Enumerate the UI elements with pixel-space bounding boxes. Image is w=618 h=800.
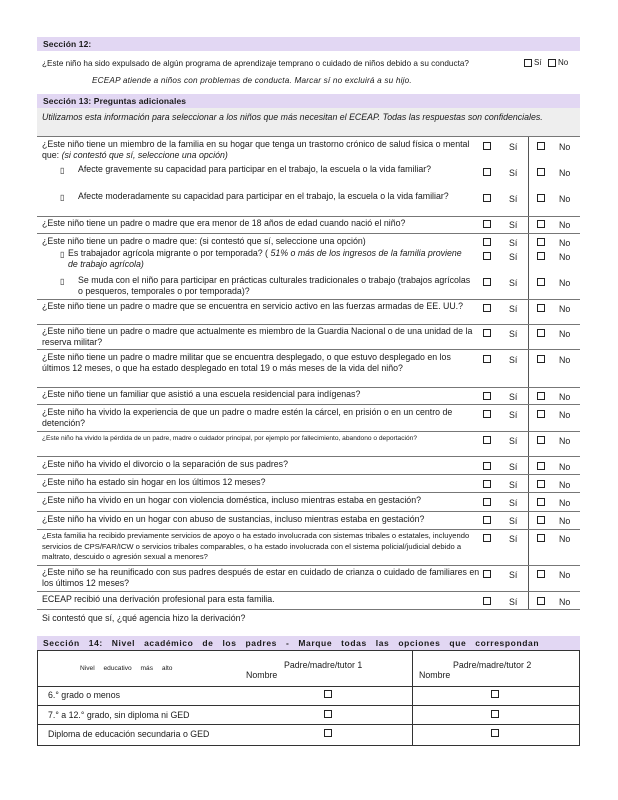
divider (37, 431, 580, 432)
q15-no-label: No (559, 570, 571, 580)
row1-parent1-checkbox[interactable] (324, 690, 332, 698)
q5-text: ¿Este niño tiene un padre o madre que actualmente es miembro de la Guardia Nacional o de una unidad de la reserva militar? (42, 326, 473, 347)
q7-no-label: No (559, 392, 571, 402)
q9-no-checkbox[interactable] (537, 436, 545, 444)
divider (37, 404, 580, 405)
q1a-yes-label: Sí (509, 168, 518, 178)
q9-no-label: No (559, 436, 571, 446)
q3b-yes-label: Sí (509, 278, 518, 288)
q1b-yes-checkbox[interactable] (483, 194, 491, 202)
q8-text: ¿Este niño ha vivido la experiencia de que un padre o madre estén la cárcel, en prisión o en un centro de detención? (42, 407, 453, 428)
section-13-header: Sección 13: Preguntas adicionales (37, 94, 580, 108)
option-marker-icon: ▯ (60, 250, 65, 259)
q1-no-label: No (559, 142, 571, 152)
q4-text: ¿Este niño tiene un padre o madre que se encuentra en servicio activo en las fuerzas armadas de EE. UU.? (42, 301, 464, 311)
q6-yes-checkbox[interactable] (483, 355, 491, 363)
q8-no-checkbox[interactable] (537, 410, 545, 418)
q16-yes-checkbox[interactable] (483, 597, 491, 605)
q5-yes-label: Sí (509, 329, 518, 339)
q1-no-checkbox[interactable] (537, 142, 545, 150)
option-marker-icon: ▯ (60, 166, 65, 175)
q1b-text: Afecte moderadamente su capacidad para participar en el trabajo, la escuela o la vida familiar? (78, 191, 449, 201)
q3-yes-label: Sí (509, 238, 518, 248)
q3-text: ¿Este niño tiene un padre o madre que: (si contestó que sí, seleccione una opción) (42, 236, 366, 246)
q13-yes-checkbox[interactable] (483, 516, 491, 524)
q15-no-checkbox[interactable] (537, 570, 545, 578)
q10-no-label: No (559, 462, 571, 472)
table-header-parent2: Padre/madre/tutor 2 (453, 660, 532, 670)
divider (37, 565, 580, 566)
q3-yes-checkbox[interactable] (483, 238, 491, 246)
q12-yes-label: Sí (509, 498, 518, 508)
q10-yes-checkbox[interactable] (483, 462, 491, 470)
q1b-no-checkbox[interactable] (537, 194, 545, 202)
sec12-no-label: No (558, 58, 569, 67)
divider (37, 591, 580, 592)
q2-yes-label: Sí (509, 220, 518, 230)
q6-text: ¿Este niño tiene un padre o madre militar que se encuentra desplegado, o que estuvo desplegado en los últimos 12 meses, o que ha estado desplegado en total 19 o más meses de la vida del niño? (42, 352, 451, 373)
row2-parent1-checkbox[interactable] (324, 710, 332, 718)
q3-no-checkbox[interactable] (537, 238, 545, 246)
q13-yes-label: Sí (509, 516, 518, 526)
q14-yes-checkbox[interactable] (483, 534, 491, 542)
q15-yes-checkbox[interactable] (483, 570, 491, 578)
q1a-yes-checkbox[interactable] (483, 168, 491, 176)
q16-text: ECEAP recibió una derivación profesional para esta familia. (42, 594, 275, 604)
q1a-no-label: No (559, 168, 571, 178)
q14-yes-label: Sí (509, 534, 518, 544)
q12-text: ¿Este niño ha vivido en un hogar con violencia doméstica, incluso mientras estaba en gestación? (42, 495, 421, 505)
q3b-text: Se muda con el niño para participar en prácticas culturales tradicionales o trabajo (trabajos agrícolas o pesqueros, temporales o por temporada)? (78, 275, 471, 296)
q2-no-checkbox[interactable] (537, 220, 545, 228)
q9-yes-checkbox[interactable] (483, 436, 491, 444)
q9-text: ¿Este niño ha vivido la pérdida de un padre, madre o cuidador principal, por ejemplo por fallecimiento, abandono o deportación? (42, 435, 417, 442)
q2-text: ¿Este niño tiene un padre o madre que era menor de 18 años de edad cuando nació el niño? (42, 218, 406, 228)
q15-yes-label: Sí (509, 570, 518, 580)
q4-no-label: No (559, 304, 571, 314)
q3b-no-checkbox[interactable] (537, 278, 545, 286)
q11-yes-checkbox[interactable] (483, 480, 491, 488)
q3b-no-label: No (559, 278, 571, 288)
q6-no-checkbox[interactable] (537, 355, 545, 363)
q4-no-checkbox[interactable] (537, 304, 545, 312)
q14-text: ¿Esta familia ha recibido previamente servicios de apoyo o ha estado involucrada con sistemas tribales o estatales, incluyendo servicios de CPS/FAR/ICW o servicios tribales comparables, o ha estado involucrada con el sistema policial/judicial debido a maltrato, descuido o agresión sexual a menores? (42, 531, 470, 561)
table-header-divider (37, 686, 580, 687)
sec12-yes-checkbox[interactable] (524, 59, 532, 67)
row1-parent2-checkbox[interactable] (491, 690, 499, 698)
sec13-intro: Utilizamos esta información para seleccionar a los niños que más necesitan el ECEAP. Todas las respuestas son confidenciales. (42, 112, 543, 122)
q10-yes-label: Sí (509, 462, 518, 472)
table-row-divider (37, 705, 580, 706)
q10-text: ¿Este niño ha vivido el divorcio o la separación de sus padres? (42, 459, 288, 469)
q16-no-checkbox[interactable] (537, 597, 545, 605)
q5-yes-checkbox[interactable] (483, 329, 491, 337)
q6-yes-label: Sí (509, 355, 518, 365)
q3a-yes-label: Sí (509, 252, 518, 262)
q1-yes-label: Sí (509, 142, 518, 152)
option-marker-icon: ▯ (60, 277, 65, 286)
divider (37, 492, 580, 493)
q12-no-label: No (559, 498, 571, 508)
q14-no-label: No (559, 534, 571, 544)
q1a-no-checkbox[interactable] (537, 168, 545, 176)
q7-text: ¿Este niño tiene un familiar que asistió a una escuela residencial para indígenas? (42, 389, 361, 399)
table-header-parent1: Padre/madre/tutor 1 (284, 660, 363, 670)
q4-yes-label: Sí (509, 304, 518, 314)
section-12-header: Sección 12: (37, 37, 580, 51)
q11-text: ¿Este niño ha estado sin hogar en los últimos 12 meses? (42, 477, 266, 487)
sec12-yes-label: Sí (534, 58, 542, 67)
q3b-yes-checkbox[interactable] (483, 278, 491, 286)
divider (37, 349, 580, 350)
q8-yes-label: Sí (509, 410, 518, 420)
table-column-divider (412, 650, 413, 746)
q1b-yes-label: Sí (509, 194, 518, 204)
sec12-question: ¿Este niño ha sido expulsado de algún programa de aprendizaje temprano o cuidado de niños debido a su conducta? (42, 59, 469, 68)
q2-yes-checkbox[interactable] (483, 220, 491, 228)
table-header-parent2-name: Nombre (419, 670, 451, 680)
q13-no-checkbox[interactable] (537, 516, 545, 524)
section-14-header: Sección 14: Nivel académico de los padres - Marque todas las opciones que correspondan (37, 636, 580, 650)
q1b-no-label: No (559, 194, 571, 204)
divider (37, 474, 580, 475)
divider (37, 233, 580, 234)
divider (37, 387, 580, 388)
table-header-level: Nivel educativo más alto (80, 665, 173, 672)
q10-no-checkbox[interactable] (537, 462, 545, 470)
q16-no-label: No (559, 597, 571, 607)
q3a-yes-checkbox[interactable] (483, 252, 491, 260)
table-header-parent1-name: Nombre (246, 670, 278, 680)
q13-text: ¿Este niño ha vivido en un hogar con abuso de sustancias, incluso mientras estaba en gestación? (42, 514, 425, 524)
divider (37, 324, 580, 325)
q7-yes-checkbox[interactable] (483, 392, 491, 400)
table-row-label: 6.° grado o menos (48, 690, 120, 700)
option-marker-icon: ▯ (60, 193, 65, 202)
divider (37, 529, 580, 530)
q9-yes-label: Sí (509, 436, 518, 446)
table-row-label: 7.° a 12.° grado, sin diploma ni GED (48, 710, 190, 720)
q5-no-checkbox[interactable] (537, 329, 545, 337)
q2-no-label: No (559, 220, 571, 230)
row3-parent1-checkbox[interactable] (324, 729, 332, 737)
q3a-no-label: No (559, 252, 571, 262)
q11-yes-label: Sí (509, 480, 518, 490)
q14-no-checkbox[interactable] (537, 534, 545, 542)
q11-no-label: No (559, 480, 571, 490)
sec12-no-checkbox[interactable] (548, 59, 556, 67)
q7-no-checkbox[interactable] (537, 392, 545, 400)
table-row-divider (37, 724, 580, 725)
q1-yes-checkbox[interactable] (483, 142, 491, 150)
q16-yes-label: Sí (509, 597, 518, 607)
q5-no-label: No (559, 329, 571, 339)
yes-no-separator (528, 137, 529, 609)
table-row-label: Diploma de educación secundaria o GED (48, 729, 210, 739)
q13-no-label: No (559, 516, 571, 526)
q6-no-label: No (559, 355, 571, 365)
row3-parent2-checkbox[interactable] (491, 729, 499, 737)
divider (37, 216, 580, 217)
q11-no-checkbox[interactable] (537, 480, 545, 488)
divider (37, 136, 580, 137)
divider (37, 299, 580, 300)
q12-no-checkbox[interactable] (537, 498, 545, 506)
divider (37, 511, 580, 512)
q1-text: ¿Este niño tiene un miembro de la familia en su hogar que tenga un trastorno crónico de salud física o mental que: (si contestó que sí, seleccione una opción) (42, 139, 470, 160)
q8-yes-checkbox[interactable] (483, 410, 491, 418)
q3-no-label: No (559, 238, 571, 248)
q4-yes-checkbox[interactable] (483, 304, 491, 312)
q1a-text: Afecte gravemente su capacidad para participar en el trabajo, la escuela o la vida familiar? (78, 164, 432, 174)
sec12-note: ECEAP atiende a niños con problemas de conducta. Marcar sí no excluirá a su hijo. (92, 76, 412, 85)
q12-yes-checkbox[interactable] (483, 498, 491, 506)
q15-text: ¿Este niño se ha reunificado con sus padres después de estar en cuidado de crianza o cuidado de familiares en los últimos 12 meses? (42, 567, 480, 588)
referral-agency-question: Si contestó que sí, ¿qué agencia hizo la derivación? (42, 613, 246, 623)
divider (37, 456, 580, 457)
q8-no-label: No (559, 410, 571, 420)
q3a-text: Es trabajador agrícola migrante o por temporada? ( 51% o más de los ingresos de la familia proviene de trabajo agrícola) (68, 248, 462, 269)
q3a-no-checkbox[interactable] (537, 252, 545, 260)
row2-parent2-checkbox[interactable] (491, 710, 499, 718)
q7-yes-label: Sí (509, 392, 518, 402)
divider (37, 609, 580, 610)
